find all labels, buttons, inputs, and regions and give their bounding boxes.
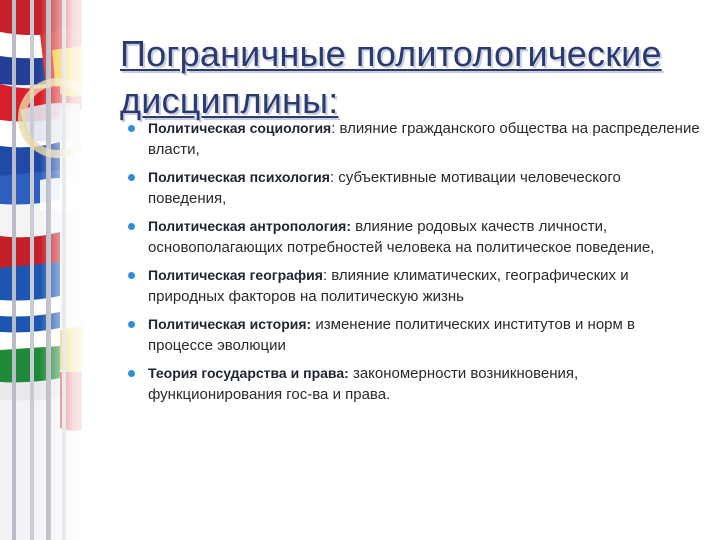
bullet-description: : влияние гражданского общества на распределение власти, (148, 120, 700, 158)
bullet-description: влияние родовых качеств личности, основополагающих потребностей человека на политическое поведение, (148, 218, 655, 256)
bullet-term: Политическая психология (148, 169, 330, 185)
bullet-term: Теория государства и права: (148, 365, 349, 381)
bullet-description: : влияние климатических, географических и природных факторов на политическую жизнь (148, 267, 629, 305)
list-item (128, 118, 703, 160)
bullet-list (128, 118, 703, 412)
bullet-dot-icon (128, 321, 135, 328)
bullet-term: Политическая социология (148, 120, 332, 136)
bullet-dot-icon (128, 125, 135, 132)
bullet-dot-icon (128, 272, 135, 279)
bullet-term: Политическая антропология: (148, 218, 351, 234)
bullet-term: Политическая история: (148, 316, 312, 332)
bullet-term: Политическая география (148, 267, 323, 283)
list-item (128, 314, 703, 356)
bullet-dot-icon (128, 223, 135, 230)
slide-title: Пограничные политологические дисциплины: (120, 33, 662, 121)
bullet-dot-icon (128, 174, 135, 181)
list-item (128, 216, 703, 258)
flags-on-poles-image (0, 0, 82, 540)
list-item (128, 167, 703, 209)
bullet-dot-icon (128, 370, 135, 377)
bullet-description: : субъективные мотивации человеческого поведения, (148, 169, 621, 207)
list-item (128, 265, 703, 307)
list-item (128, 363, 703, 405)
bullet-description: изменение политических институтов и норм в процессе эволюции (148, 316, 635, 354)
bullet-description: закономерности возникновения, функционирования гос-ва и права. (148, 365, 579, 403)
